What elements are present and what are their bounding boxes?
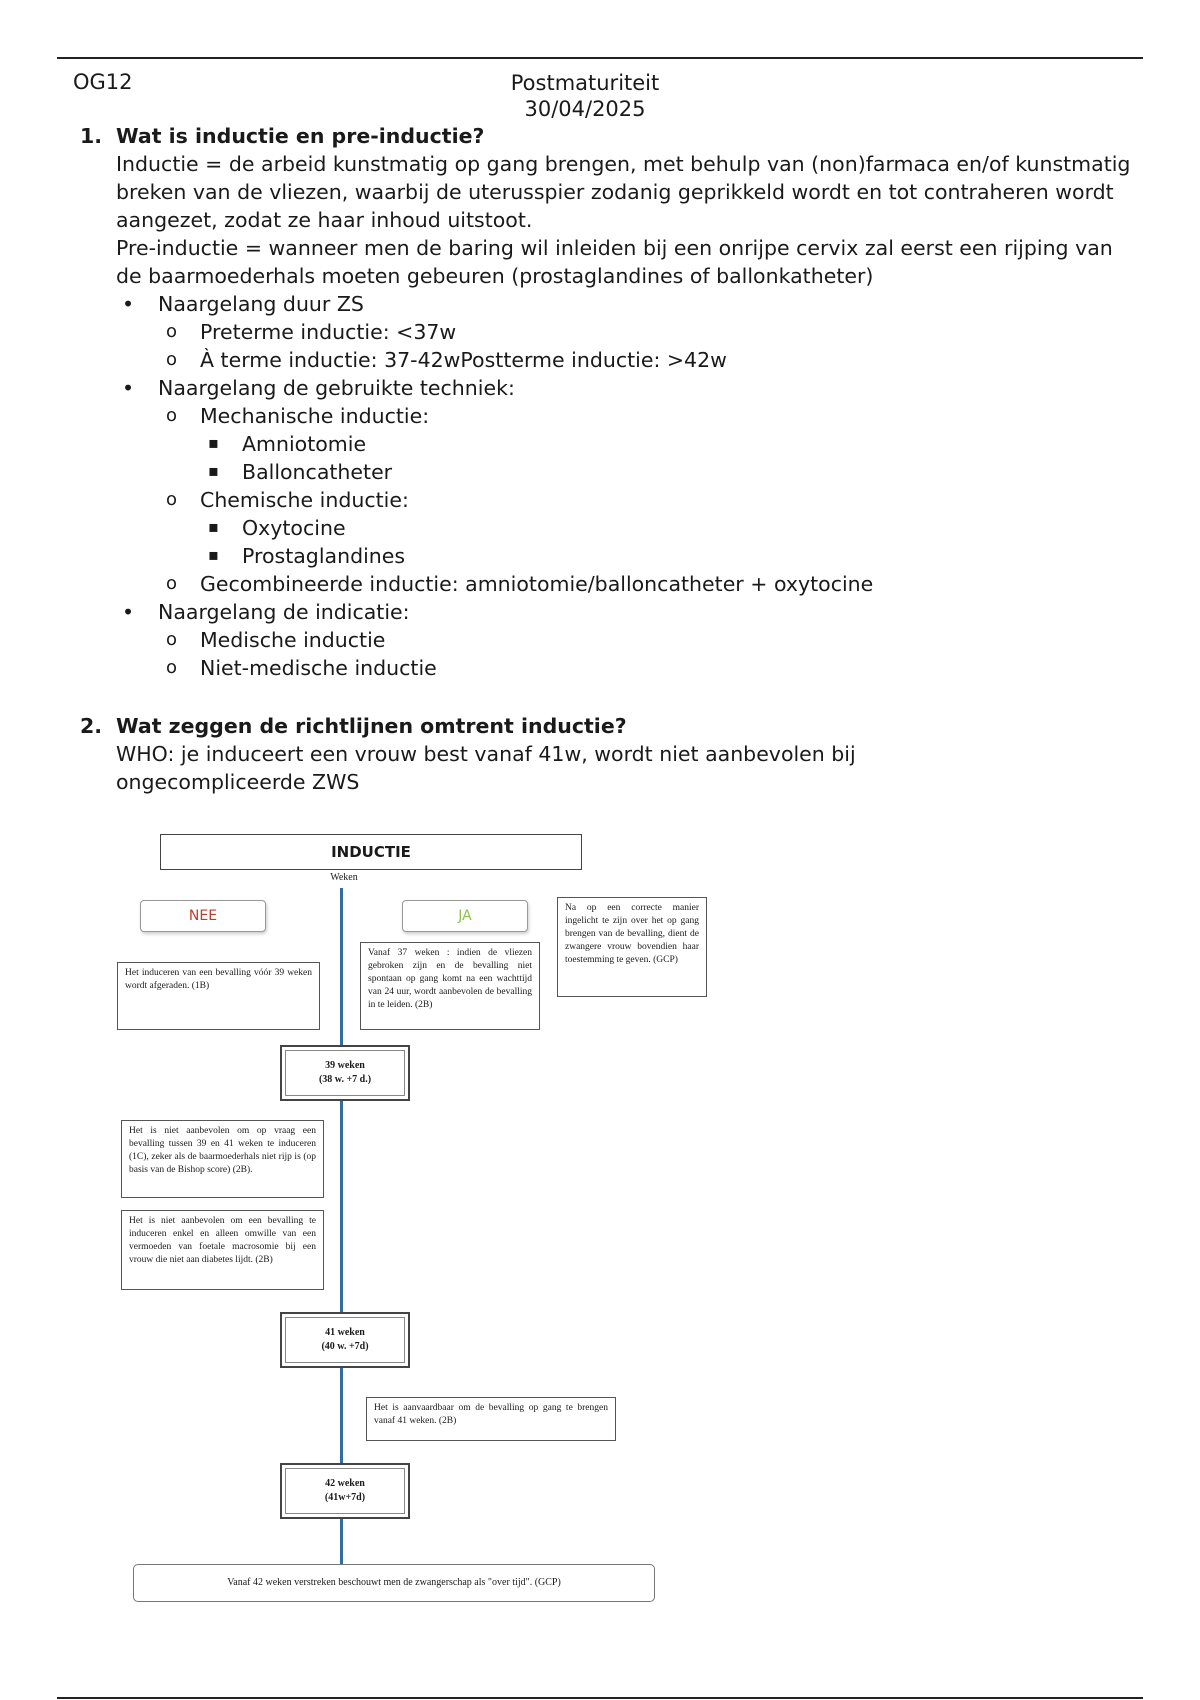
doc-date: 30/04/2025: [524, 97, 646, 121]
question-1-text: Wat is inductie en pre-inductie?: [116, 124, 485, 148]
inductie-definition: Inductie = de arbeid kunstmatig op gang brengen, met behulp van (non)farmaca en/of kunstmatig breken van de vliezen, waarbij de uterusspier zodanig geprikkeld wordt en tot contraheren wordt aangezet, zodat ze haar inhoud uitstoot.: [116, 152, 1131, 232]
question-2-number: 2.: [80, 714, 103, 738]
classification-list: [80, 290, 1140, 682]
milestone-42-weeks: 42 weken (41w+7d): [280, 1463, 410, 1519]
bottom-rule: [57, 1697, 1143, 1699]
list-item: o Niet-medische inductie: [158, 654, 1140, 682]
nee-before-39-note: Het induceren van een bevalling vóór 39 weken wordt afgeraden. (1B): [117, 962, 320, 1030]
list-item: ▪ Prostaglandines: [200, 542, 1140, 570]
list-item: ▪ Oxytocine: [200, 514, 1140, 542]
list-item: o À terme inductie: 37-42wPostterme inductie: >42w: [158, 346, 1140, 374]
consent-note: Na op een correcte manier ingelicht te zijn over het op gang brengen van de bevalling, dient de zwangere vrouw bovendien haar toestemming te geven. (GCP): [557, 897, 707, 997]
milestone-39-weeks: 39 weken (38 w. +7 d.): [280, 1045, 410, 1101]
doc-title-text: Postmaturiteit: [510, 71, 660, 95]
who-guideline: WHO: je induceert een vrouw best vanaf 41w, wordt niet aanbevolen bij ongecompliceerde ZWS: [116, 742, 856, 794]
list-item: • Naargelang de gebruikte techniek: o Mechanische inductie: ▪ Amniotomie ▪ Balloncatheter o Chemische inductie: ▪ Oxytocine ▪ Prostaglandines o Gecombineerde inductie: amniotomie/balloncatheter + oxytocine: [80, 374, 1140, 598]
milestone-41-weeks: 41 weken (40 w. +7d): [280, 1312, 410, 1368]
top-rule: [57, 57, 1143, 59]
axis-label: Weken: [330, 872, 358, 883]
doc-title: [440, 70, 730, 122]
question-1: [80, 122, 1140, 150]
list-item: o Gecombineerde inductie: amniotomie/balloncatheter + oxytocine: [158, 570, 1140, 598]
list-item: ▪ Balloncatheter: [200, 458, 1140, 486]
nee-39-41-note: Het is niet aanbevolen om op vraag een bevalling tussen 39 en 41 weken te induceren (1C), zeker als de baarmoederhals niet rijp is (op basis van de Bishop score) (2B).: [121, 1120, 324, 1198]
list-item: • Naargelang duur ZS o Preterme inductie: <37w o À terme inductie: 37-42wPostterme inductie: >42w: [80, 290, 1140, 374]
list-item: ▪ Amniotomie: [200, 430, 1140, 458]
question-2: [80, 712, 1140, 740]
question-1-number: 1.: [80, 124, 103, 148]
question-2-text: Wat zeggen de richtlijnen omtrent inductie?: [116, 714, 627, 738]
ja-41-weeks-note: Het is aanvaardbaar om de bevalling op gang te brengen vanaf 41 weken. (2B): [366, 1397, 616, 1441]
document-body: [80, 122, 1140, 796]
list-item: o Mechanische inductie: ▪ Amniotomie ▪ Balloncatheter: [158, 402, 1140, 486]
list-item: o Preterme inductie: <37w: [158, 318, 1140, 346]
pre-inductie-definition: Pre-inductie = wanneer men de baring wil inleiden bij een onrijpe cervix zal eerst een rijping van de baarmoederhals moeten gebeuren (prostaglandines of ballonkatheter): [116, 236, 1113, 288]
list-item: o Chemische inductie: ▪ Oxytocine ▪ Prostaglandines: [158, 486, 1140, 570]
nee-label: NEE: [140, 900, 266, 932]
list-item: o Medische inductie: [158, 626, 1140, 654]
inductie-flowchart: [100, 820, 720, 1610]
doc-code: OG12: [73, 70, 133, 94]
ja-label: JA: [402, 900, 528, 932]
flowchart-title: INDUCTIE: [160, 834, 582, 870]
nee-macrosomie-note: Het is niet aanbevolen om een bevalling te induceren enkel en alleen omwille van een vermoeden van foetale macrosomie bij een vrouw die niet aan diabetes lijdt. (2B): [121, 1210, 324, 1290]
list-item: • Naargelang de indicatie: o Medische inductie o Niet-medische inductie: [80, 598, 1140, 682]
ja-37-weeks-note: Vanaf 37 weken : indien de vliezen gebroken zijn en de bevalling niet spontaan op gang komt na een wachttijd van 24 uur, wordt aanbevolen de bevalling in te leiden. (2B): [360, 942, 540, 1030]
over-tijd-note: Vanaf 42 weken verstreken beschouwt men de zwangerschap als "over tijd". (GCP): [133, 1564, 655, 1602]
